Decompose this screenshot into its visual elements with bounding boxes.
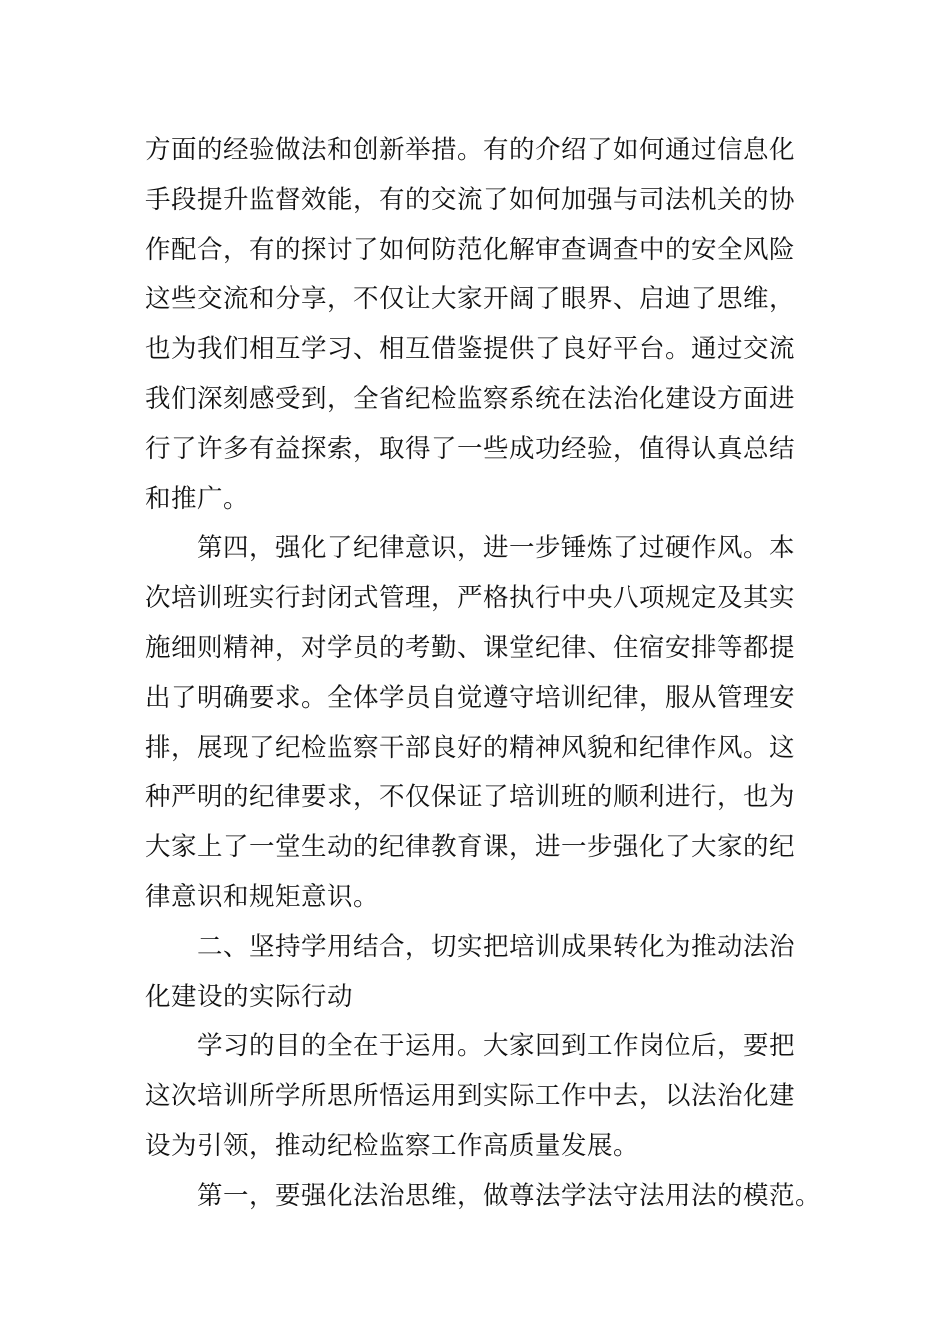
text-line: 学习的目的全在于运用。大家回到工作岗位后，要把 xyxy=(145,1031,796,1062)
text-line: 排，展现了纪检监察干部良好的精神风貌和纪律作风。这 xyxy=(145,732,796,763)
text-line: 律意识和规矩意识。 xyxy=(145,881,380,912)
text-line: 化建设的实际行动 xyxy=(145,981,354,1012)
text-line: 这些交流和分享，不仅让大家开阔了眼界、启迪了思维， xyxy=(145,284,796,315)
text-line: 作配合，有的探讨了如何防范化解审查调查中的安全风险 xyxy=(145,234,796,265)
text-line: 二、坚持学用结合，切实把培训成果转化为推动法治 xyxy=(145,931,796,962)
text-line: 大家上了一堂生动的纪律教育课，进一步强化了大家的纪 xyxy=(145,832,796,863)
text-line: 第四，强化了纪律意识，进一步锤炼了过硬作风。本 xyxy=(145,533,796,564)
text-line: 设为引领，推动纪检监察工作高质量发展。 xyxy=(145,1130,640,1161)
text-line: 施细则精神，对学员的考勤、课堂纪律、住宿安排等都提 xyxy=(145,632,796,663)
text-line: 次培训班实行封闭式管理，严格执行中央八项规定及其实 xyxy=(145,583,796,614)
text-line: 手段提升监督效能，有的交流了如何加强与司法机关的协 xyxy=(145,184,796,215)
text-line: 也为我们相互学习、相互借鉴提供了良好平台。通过交流 xyxy=(145,334,796,365)
text-line: 出了明确要求。全体学员自觉遵守培训纪律，服从管理安 xyxy=(145,682,796,713)
text-line: 行了许多有益探索，取得了一些成功经验，值得认真总结 xyxy=(145,433,796,464)
text-line: 这次培训所学所思所悟运用到实际工作中去，以法治化建 xyxy=(145,1081,796,1112)
text-line: 方面的经验做法和创新举措。有的介绍了如何通过信息化 xyxy=(145,135,796,165)
text-line: 我们深刻感受到，全省纪检监察系统在法治化建设方面进 xyxy=(145,383,796,414)
text-line: 种严明的纪律要求，不仅保证了培训班的顺利进行，也为 xyxy=(145,782,796,813)
text-line: 第一，要强化法治思维，做尊法学法守法用法的模范。 xyxy=(145,1180,822,1211)
text-line: 和推广。 xyxy=(145,483,250,514)
body-text xyxy=(145,126,845,1222)
